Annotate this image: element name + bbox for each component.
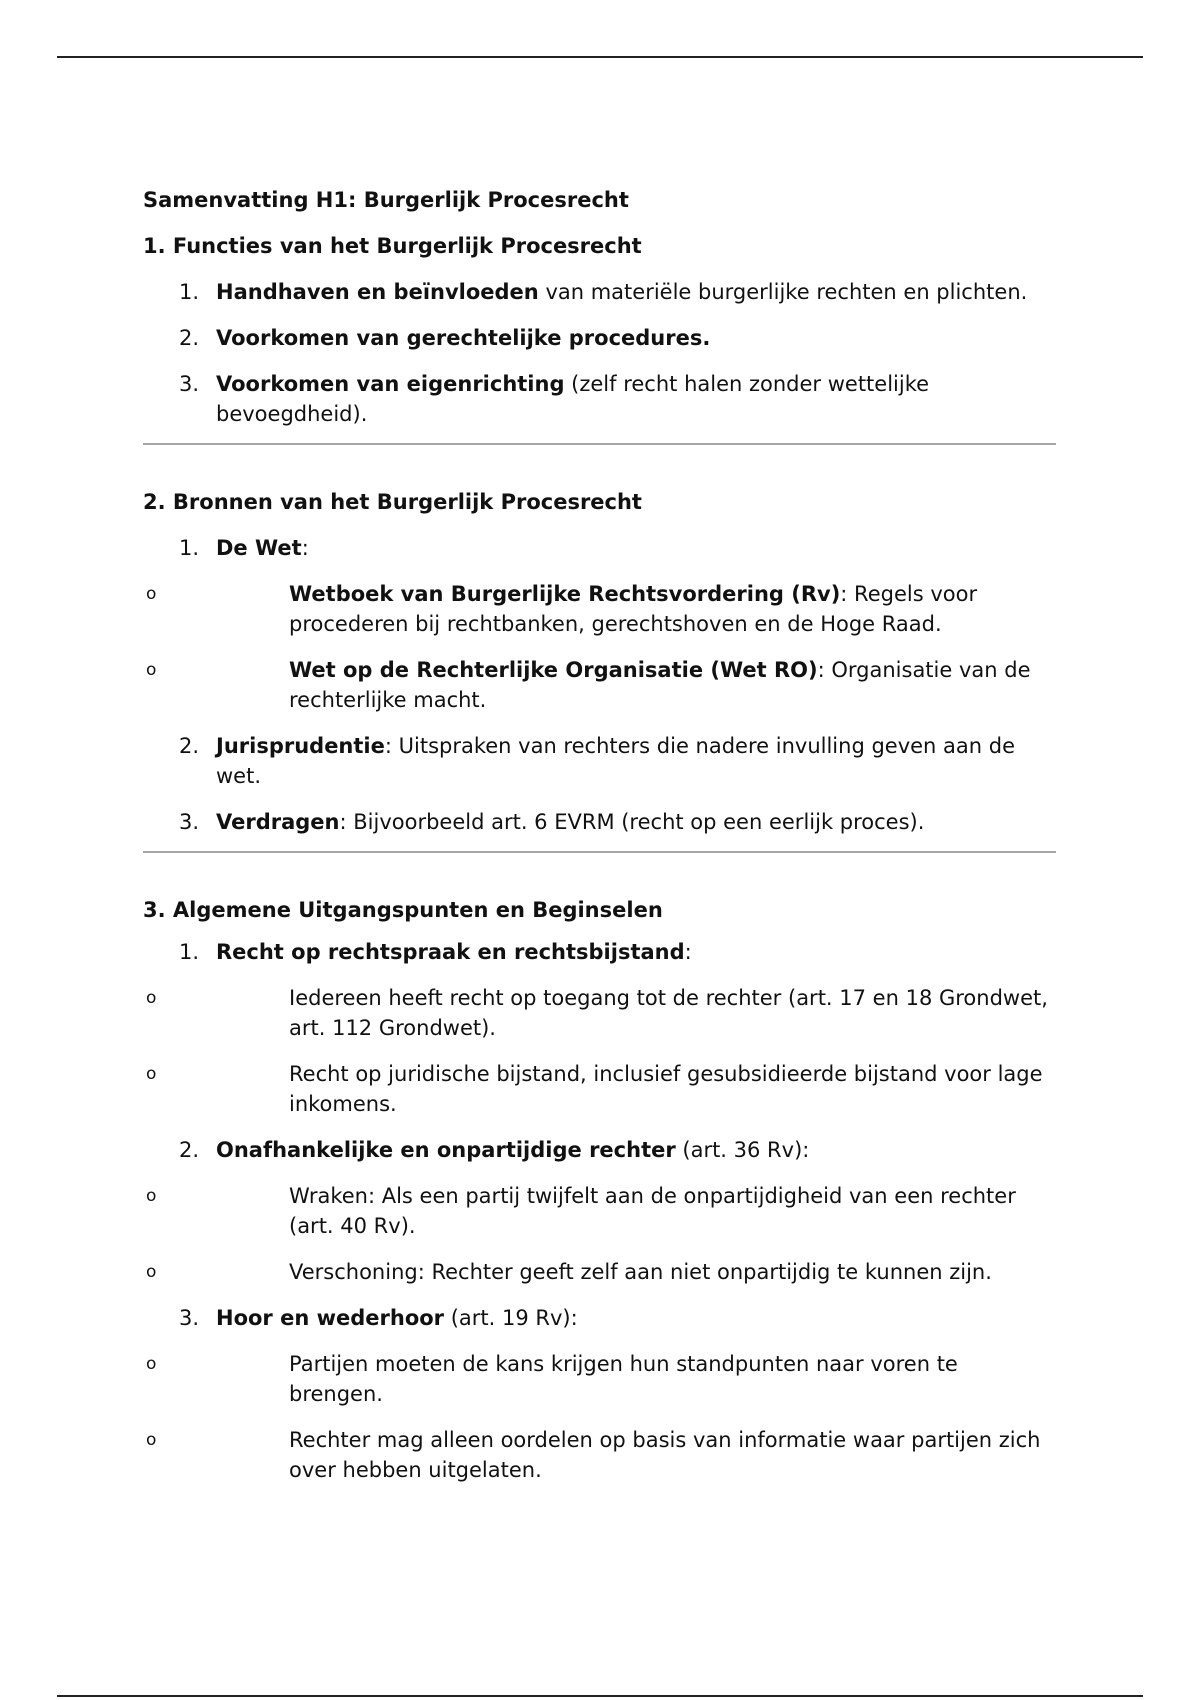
list-item <box>143 1303 1058 1485</box>
section-heading-bronnen: 2. Bronnen van het Burgerlijk Procesrecht <box>143 490 642 514</box>
page-top-rule <box>57 56 1143 58</box>
bullet-text: Iedereen heeft recht op toegang tot de rechter (art. 17 en 18 Grondwet, art. 112 Grondwet). <box>289 986 1048 1040</box>
bullet-marker-icon: o <box>146 660 157 680</box>
list-item <box>143 369 1058 429</box>
bullet-item <box>146 1349 1058 1409</box>
bullet-marker-icon: o <box>146 1430 157 1450</box>
list-number: 1. <box>179 280 200 304</box>
bullet-text: Recht op juridische bijstand, inclusief gesubsidieerde bijstand voor lage inkomens. <box>289 1062 1043 1116</box>
item-bold-text: Jurisprudentie <box>216 734 385 758</box>
item-text: : <box>684 940 692 964</box>
bullet-bold-text: Wet op de Rechterlijke Organisatie (Wet RO) <box>289 658 818 682</box>
bronnen-list <box>143 533 1058 837</box>
section-divider <box>143 443 1056 445</box>
list-item <box>143 807 1058 837</box>
list-number: 1. <box>179 940 200 964</box>
document-title: Samenvatting H1: Burgerlijk Procesrecht <box>143 188 629 212</box>
bullet-text: Partijen moeten de kans krijgen hun standpunten naar voren te brengen. <box>289 1352 958 1406</box>
bullet-marker-icon: o <box>146 1064 157 1084</box>
item-bold-text: Recht op rechtspraak en rechtsbijstand <box>216 940 685 964</box>
item-bold-text: De Wet <box>216 536 302 560</box>
bullet-item <box>146 1425 1058 1485</box>
sub-bullet-list <box>146 1349 1058 1485</box>
uitgangspunten-list <box>143 937 1058 1485</box>
item-text: (art. 36 Rv): <box>675 1138 810 1162</box>
bullet-marker-icon: o <box>146 1354 157 1374</box>
bullet-text: Wraken: Als een partij twijfelt aan de onpartijdigheid van een rechter (art. 40 Rv). <box>289 1184 1016 1238</box>
list-number: 3. <box>179 1306 200 1330</box>
item-text: (art. 19 Rv): <box>444 1306 578 1330</box>
item-bold-text: Verdragen <box>216 810 340 834</box>
bullet-bold-text: Wetboek van Burgerlijke Rechtsvordering (Rv) <box>289 582 841 606</box>
bullet-item <box>146 655 1058 715</box>
section-divider <box>143 851 1056 853</box>
sub-bullet-list <box>146 1181 1058 1287</box>
functies-list <box>143 277 1058 429</box>
list-item <box>143 1135 1058 1287</box>
item-text: : Bijvoorbeeld art. 6 EVRM (recht op een eerlijk proces). <box>339 810 925 834</box>
list-item <box>143 937 1058 1119</box>
bullet-item <box>146 1181 1058 1241</box>
bullet-text: : Regels voor procederen bij rechtbanken, gerechtshoven en de Hoge Raad. <box>289 582 978 636</box>
list-item <box>143 731 1058 791</box>
bullet-text: Rechter mag alleen oordelen op basis van informatie waar partijen zich over hebben uitgelaten. <box>289 1428 1041 1482</box>
list-item <box>143 323 1058 353</box>
bullet-item <box>146 1059 1058 1119</box>
list-number: 2. <box>179 326 200 350</box>
document-content <box>143 185 1058 1501</box>
bullet-item <box>146 983 1058 1043</box>
bullet-marker-icon: o <box>146 988 157 1008</box>
bullet-item <box>146 1257 1058 1287</box>
sub-bullet-list <box>146 983 1058 1119</box>
bullet-text: : Organisatie van de rechterlijke macht. <box>289 658 1031 712</box>
section-heading-functies: 1. Functies van het Burgerlijk Procesrecht <box>143 234 642 258</box>
item-bold-text: Onafhankelijke en onpartijdige rechter <box>216 1138 676 1162</box>
item-text: : Uitspraken van rechters die nadere invulling geven aan de wet. <box>216 734 1015 788</box>
item-bold-text: Voorkomen van eigenrichting <box>216 372 565 396</box>
list-number: 3. <box>179 372 200 396</box>
item-text: (zelf recht halen zonder wettelijke bevoegdheid). <box>216 372 930 426</box>
item-text: : <box>301 536 309 560</box>
list-number: 3. <box>179 810 200 834</box>
list-number: 1. <box>179 536 200 560</box>
bullet-marker-icon: o <box>146 584 157 604</box>
bullet-item <box>146 579 1058 639</box>
item-bold-text: Handhaven en beïnvloeden <box>216 280 539 304</box>
item-bold-text: Voorkomen van gerechtelijke procedures. <box>216 326 711 350</box>
item-bold-text: Hoor en wederhoor <box>216 1306 445 1330</box>
list-number: 2. <box>179 1138 200 1162</box>
bullet-text: Verschoning: Rechter geeft zelf aan niet onpartijdig te kunnen zijn. <box>289 1260 992 1284</box>
list-item <box>143 277 1058 307</box>
list-number: 2. <box>179 734 200 758</box>
list-item <box>143 533 1058 715</box>
bullet-marker-icon: o <box>146 1262 157 1282</box>
section-heading-uitgangspunten: 3. Algemene Uitgangspunten en Beginselen <box>143 898 663 922</box>
item-text: van materiële burgerlijke rechten en plichten. <box>538 280 1028 304</box>
sub-bullet-list <box>146 579 1058 715</box>
page-bottom-rule <box>57 1695 1143 1697</box>
bullet-marker-icon: o <box>146 1186 157 1206</box>
